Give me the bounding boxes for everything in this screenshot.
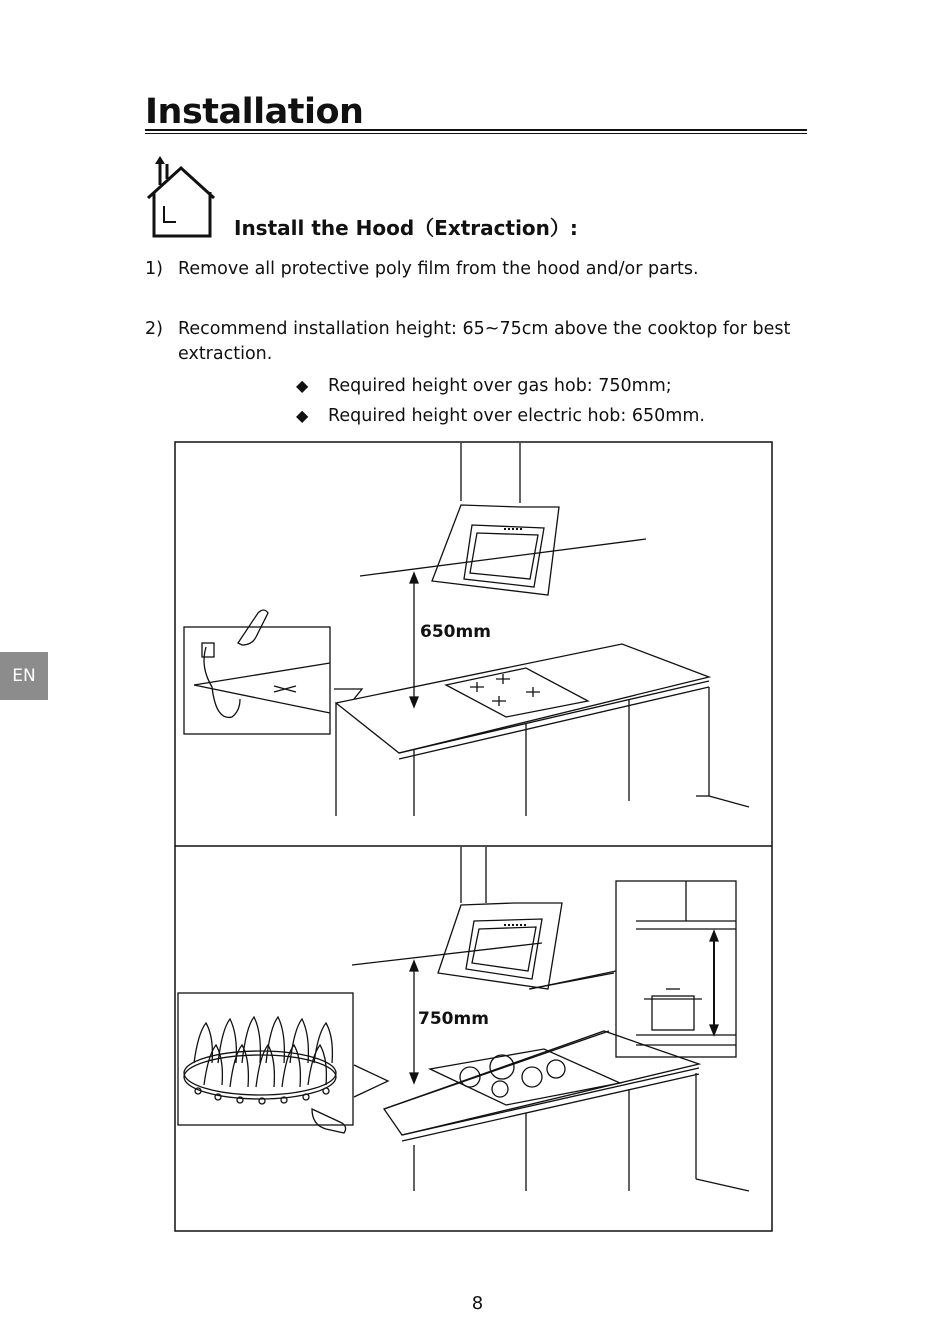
step-text: Remove all protective poly film from the hood and/or parts. [178, 259, 699, 279]
step-text: Recommend installation height: 65~75cm above the cooktop for best extraction. [178, 319, 791, 364]
hood-electric [360, 443, 646, 595]
dimension-arrow-750 [410, 961, 418, 1083]
page-number: 8 [471, 1293, 484, 1314]
title-underline-thin [145, 133, 807, 134]
title-underline [145, 129, 807, 131]
house-extraction-icon [146, 156, 218, 240]
step-number: 1) [145, 259, 163, 279]
dimension-label-750: 750mm [418, 1009, 489, 1029]
diamond-bullet-icon: ◆ [296, 406, 309, 425]
section-heading: Install the Hood（Extraction）: [234, 216, 578, 240]
page-title: Installation [145, 92, 364, 132]
bullet-text: Required height over gas hob: 750mm; [328, 376, 672, 396]
diamond-bullet-icon: ◆ [296, 376, 309, 395]
step-number: 2) [145, 319, 163, 339]
bullet-electric-hob [296, 403, 705, 429]
hood-gas [352, 847, 614, 989]
bullet-text: Required height over electric hob: 650mm. [328, 406, 705, 426]
dimension-label-650: 650mm [420, 622, 491, 642]
plug-inset [184, 610, 362, 734]
flame-inset [178, 993, 388, 1133]
language-tab: EN [0, 652, 48, 700]
counter-gas [384, 1031, 749, 1191]
bullet-gas-hob [296, 373, 672, 399]
counter-electric [336, 644, 749, 816]
installation-diagram [174, 441, 774, 1233]
